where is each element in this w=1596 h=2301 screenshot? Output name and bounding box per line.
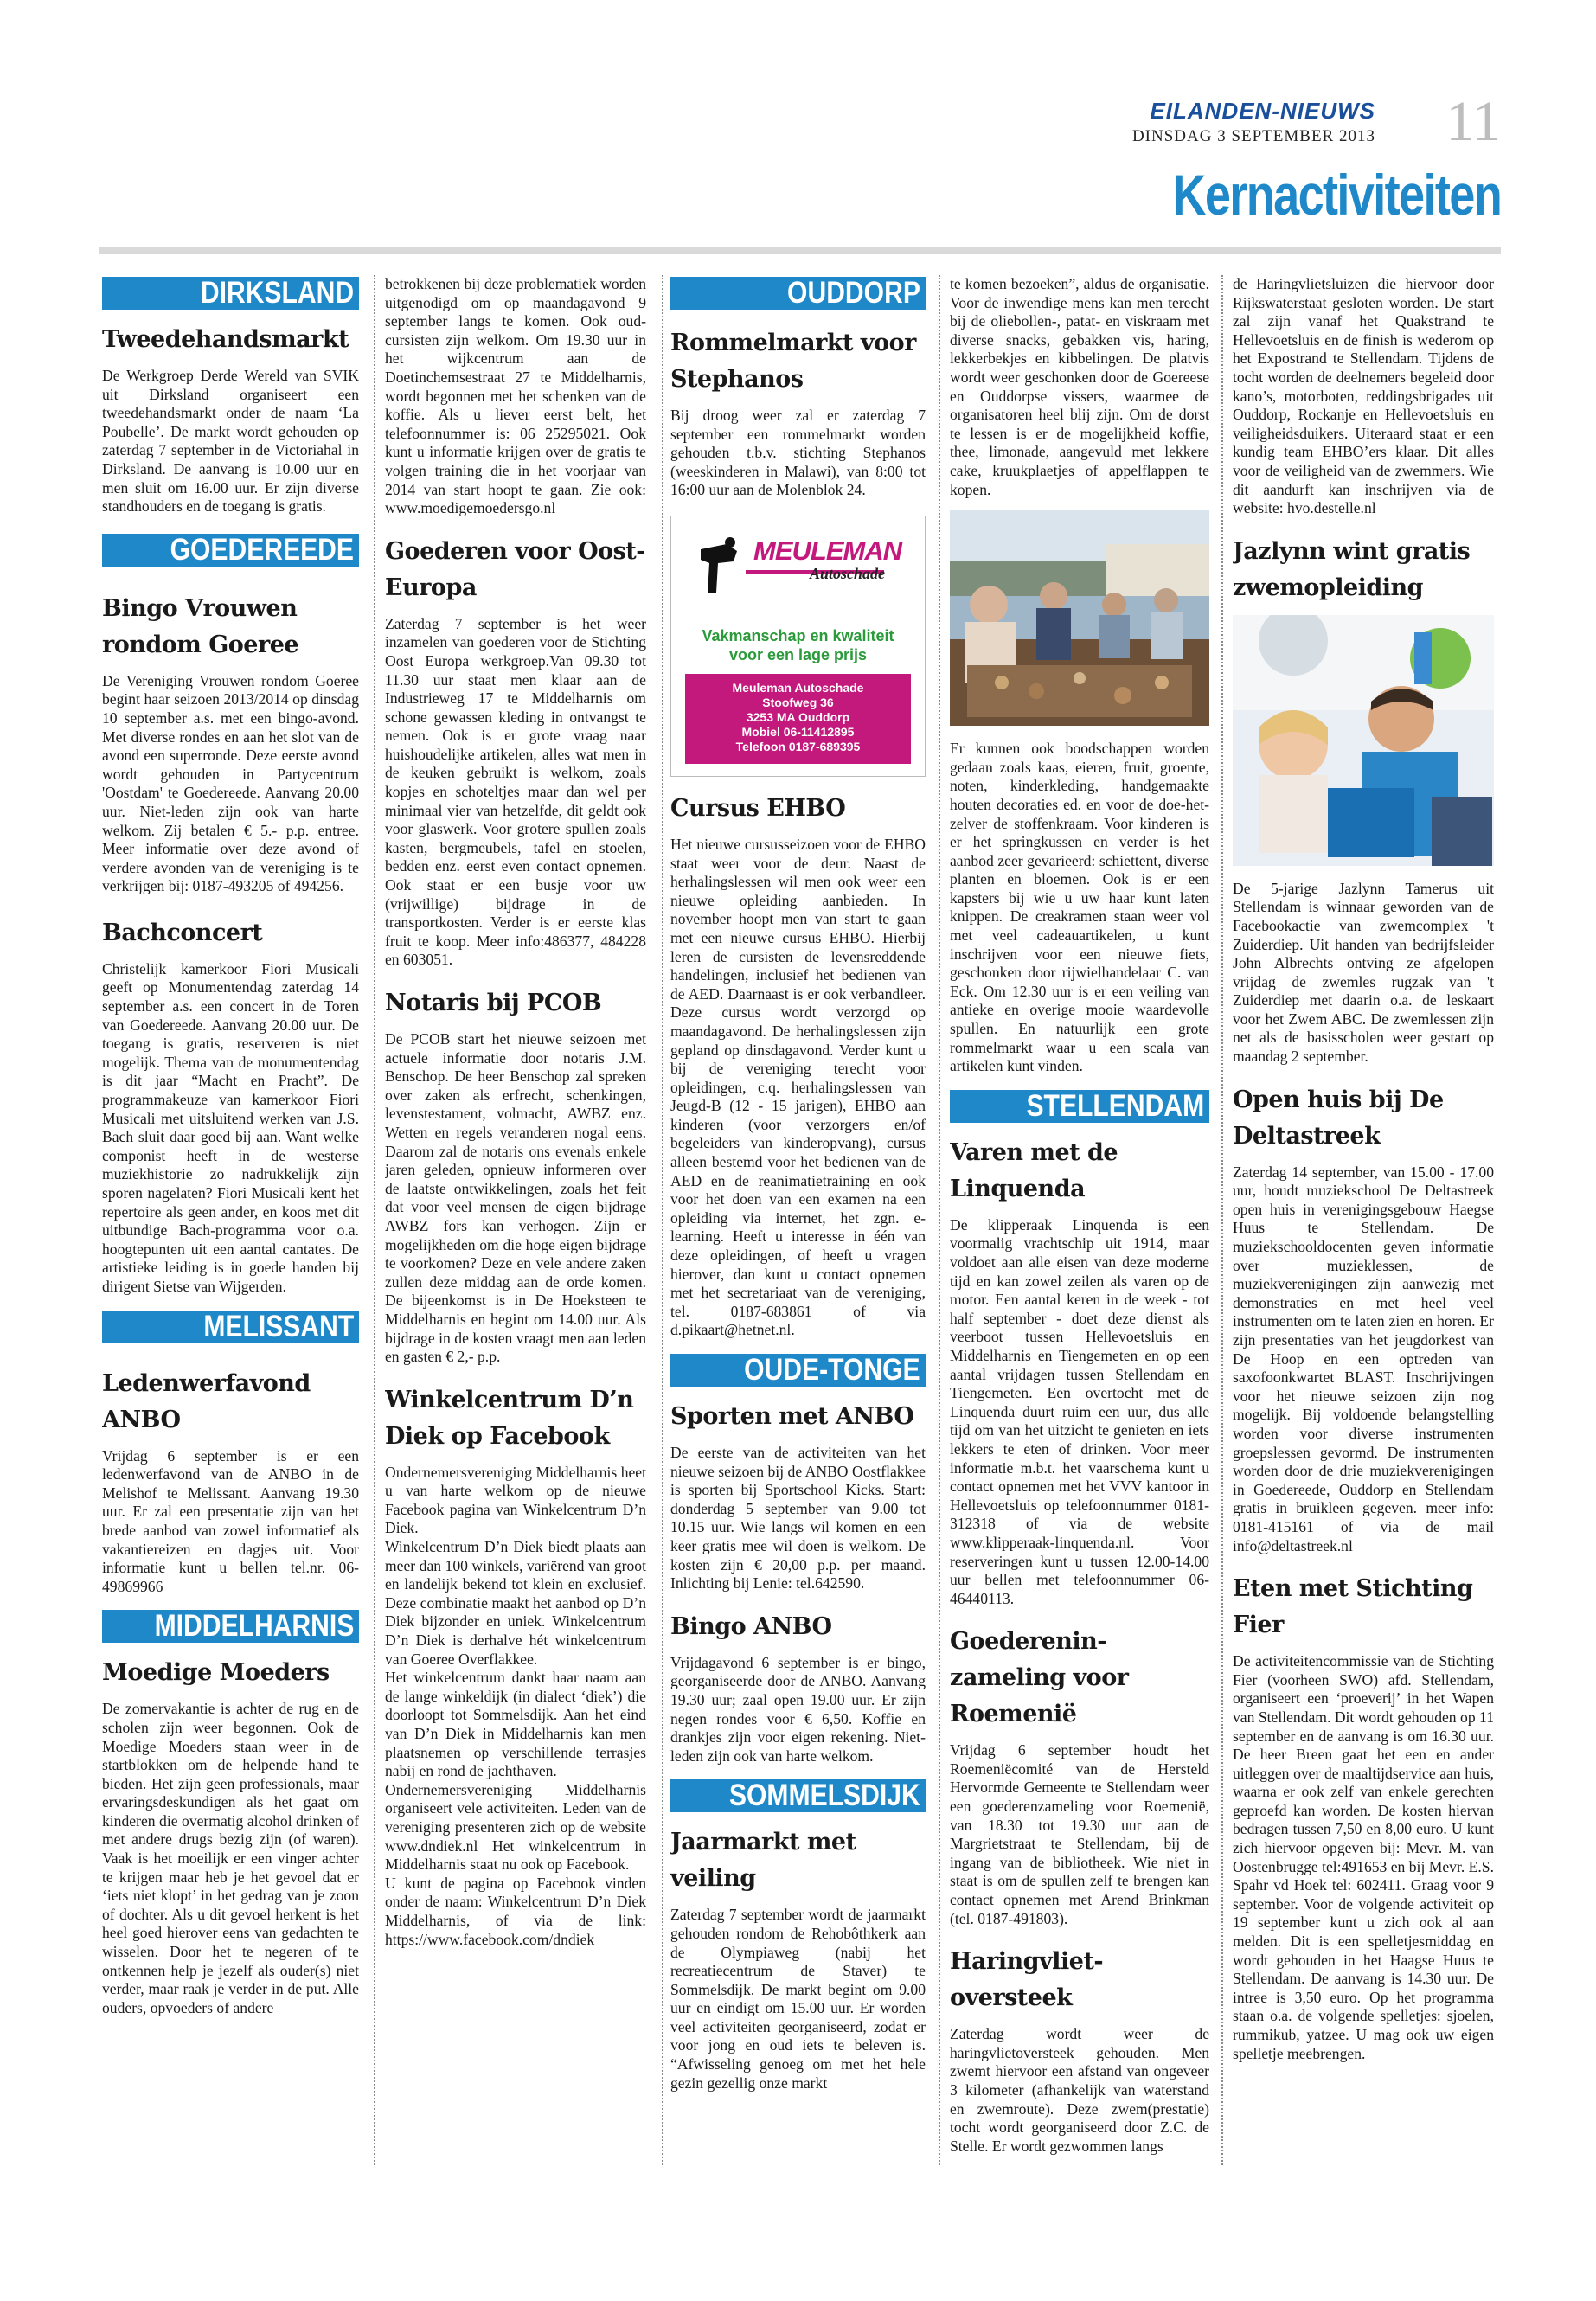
ad-contact-line: 3253 MA Ouddorp	[746, 709, 850, 724]
article-body: te komen bezoeken”, aldus de organisatie. Voor de inwendige mens kan men terecht bij de oliebollen-, patat- en viskraam met diverse snacks, gebakken vis, haring, lekkerbekjes en kibbelingen. De platvis wordt weer geschonken door de Goereese en Ouddorpse vissers, waarmee de organisatoren heel blij zijn. Om de dorst te lessen is er de mogelijkheid koffie, thee, limonade, aangevuld met lekkere cake, kruukplaetjes of appelflappen te kopen.	[950, 275, 1209, 498]
column-1	[102, 275, 359, 2167]
headline-haringvliet-oversteek: Haringvlietoversteek	[950, 1948, 1104, 2012]
ad-tagline: Vakmanschap en kwaliteit	[702, 626, 894, 644]
article-body: De PCOB start het nieuwe seizoen met actuele informatie door notaris J.M. Benschop. De heer Benschop zal spreken over zaken als erfrecht, schenkingen, levenstestament, volmacht, AWBZ enz. Wetten en regels veranderen nogal eens. Daarom zal de notaris ons evenals enkele jaren geleden, opnieuw informeren over de laatste ontwikkelingen, zoals het feit dat voor veel mensen de eigen bijdrage AWBZ fors kan verhogen. Zijn er mogelijkheden om die hoge eigen bijdrage te voorkomen? Deze en vele andere zaken zullen deze middag aan de orde komen. De bijeenkomst is in De Hoeksteen te Middelharnis en begint om 14.00 uur. Als bijdrage in de kosten vraagt men aan leden en gasten € 2,- p.p.	[385, 1030, 646, 1366]
market-photo	[950, 510, 1209, 726]
headline-sporten-anbo: Sporten met ANBO	[670, 1403, 914, 1430]
article-body: Vrijdagavond 6 september is er bingo, georganiseerde door de ANBO. Aanvang 19.30 uur; zaal open 19.00 uur. Er zijn negen rondes voor € 6,50. Koffie en drankjes zijn voor eigen rekening. Niet-leden zijn ook van harte welkom.	[670, 1653, 926, 1765]
place-banner-sommelsdijk: SOMMELSDIJK	[670, 1779, 926, 1812]
article-body: Zaterdag 14 september, van 15.00 - 17.00 uur, houdt muziekschool De Deltastreek open huis in verenigingsgebouw Haegse Huus te Stellendam. De muziekschooldocenten geven informatie over muzieklessen, de muziekverenigingen zijn aanwezig met demonstraties en met heel veel instrumenten om te laten zien en horen. Er zijn presentaties van het jeugdorkest van De Hoop en een optreden van saxofoonkwartet BLAST. Inschrijvingen voor het nieuwe seizoen zijn nog mogelijk. Bij voldoende belangstelling worden voor diverse instrumenten groepslessen gevormd. De instrumenten worden door de drie muziekverenigingen in Goedereede, Ouddorp en Stellendam gratis in bruikleen gegeven. meer info: 0181-415161 of via de mail info@deltastreek.nl	[1233, 1163, 1494, 1554]
ad-brand: MEULEMAN	[753, 535, 902, 566]
headline-goederen-oost-europa: Goederen voor Oost-Europa	[385, 537, 645, 601]
headline-open-huis-deltastreek: Open huis bij De Deltastreek	[1233, 1086, 1444, 1150]
article-body: U kunt de pagina op Facebook vinden onder de naam: Winkelcentrum D’n Diek Middelharnis, of via de link: https://www.facebook.com/dndiek	[385, 1874, 646, 1948]
child-and-man-image	[1233, 615, 1494, 866]
column-divider	[662, 275, 663, 2165]
newspaper-logo: EILANDEN-NIEUWS	[1150, 98, 1375, 124]
ad-contact-line: Meuleman Autoschade	[732, 680, 864, 695]
article-body: De Vereniging Vrouwen rondom Goeree begint haar seizoen 2013/2014 op dinsdag 10 september a.s. met een bingo-avond. Met diverse rondes en aan het slot van de avond een superronde. Deze eerste avond wordt gehouden in Partycentrum 'Oostdam' te Goedereede. Aanvang 20.00 uur. Niet-leden zijn ook van harte welkom. Zij betalen € 5.- p.p. entree. Meer informatie over deze avond of verdere avonden van de vereniging is te verkrijgen bij: 0187-493205 of 494256.	[102, 671, 359, 895]
place-banner-oude-tonge: OUDE-TONGE	[670, 1354, 926, 1387]
article-body: betrokkenen bij deze problematiek worden uitgenodigd om op maandagavond 9 september langs te komen. Ook oud-cursisten zijn welkom. Om 19.30 uur in het wijkcentrum aan de Doetinchemsestraat 27 te Middelharnis, wordt begonnen met het schenken van de koffie. Als u liever eerst belt, het telefoonnummer is: 06 25295021. Ook kunt u informatie krijgen over de gratis te volgen training die in het voorjaar van 2014 van start hoopt te gaan. Zie ook: www.moedigemoedersgo.nl	[385, 275, 646, 517]
article-body: Christelijk kamerkoor Fiori Musicali geeft op Monumentendag zaterdag 14 september a.s. een concert in de Toren van Goedereede. Aanvang 20.00 uur. De toegang is gratis, reserveren is niet mogelijk. Thema van de monumentendag is dit jaar “Macht en Pracht”. De programmakeuze van kamerkoor Fiori Musicali met uitsluitend werken van J.S. Bach sluit daar goed bij aan. Want welke componist heeft in de westerse muziekhistorie zo nadrukkelijk zijn sporen nagelaten? Fiori Musicali kent het repertoire als geen ander, en koos met dit uitbundige Bach-programma voor o.a. hoogtepunten uit een aantal cantates. De artistieke leiding is in goede handen bij dirigent Sietse van Wijgerden.	[102, 959, 359, 1295]
place-banner-dirksland: DIRKSLAND	[102, 277, 359, 310]
article-body: De klipperaak Linquenda is een voormalig vrachtschip uit 1914, maar voldoet aan alle eisen van deze moderne tijd en kan zowel zeilen als varen op de motor. Een aantal keren in de week - tot half september - doet deze dienst als veerboot tussen Hellevoetsluis en Middelharnis en Tiengemeten en op een aantal vrijdagen tussen Stellendam en Tiengemeten. Een overtocht met de Linquenda duurt ruim een uur, dus alle tijd om van het uitzicht te genieten en iets lekkers te eten of drinken. Voor meer informatie m.b.t. het vaarschema kunt u contact opnemen met het VVV kantoor in Hellevoetsluis op telefoonnummer 0181-312318 of via de website www.klipperaak-linquenda.nl. Voor reserveringen kunt u tussen 12.00-14.00 uur bellen met telefoonnummer 06-46440113.	[950, 1215, 1209, 1607]
headline-bachconcert: Bachconcert	[102, 919, 263, 946]
article-body: Winkelcentrum D’n Diek biedt plaats aan meer dan 100 winkels, variërend van groot en landelijk bekend tot klein en exclusief. Deze combinatie maakt het aanbod op D’n Diek bijzonder en uniek. Winkelcentrum D’n Diek is derhalve hét winkelcentrum van Goeree Overflakkee.	[385, 1538, 646, 1668]
headline-bingo-vrouwen: Bingo Vrouwen rondom Goeree	[102, 594, 299, 658]
jazlynn-photo	[1233, 615, 1494, 866]
column-divider	[939, 275, 940, 2165]
article-body: De Werkgroep Derde Wereld van SVIK uit Dirksland organiseert een tweedehandsmarkt onder de naam ‘La Poubelle’. De markt wordt gehouden op zaterdag 7 september in de Victoriahal in Dirksland. De aanvang is 10.00 uur en men sluit om 16.00 uur. Er zijn diverse standhouders en de toegang is gratis.	[102, 367, 359, 516]
article-body: De activiteitencommissie van de Stichting Fier (voorheen SWO) afd. Stellendam, organiseert een ‘proeverij’ in het Wapen van Stellendam. Dit wordt gehouden op 11 september en de aanvang is om 16.30 uur. De heer Breen gaat het een en ander uitleggen over de maaltijdservice aan huis, waarna er ook zelf van enkele gerechten geproefd kan worden. De kosten hiervan bedragen tussen 7,50 en 8,00 euro. U kunt zich hiervoor opgeven bij: Mevr. M. van Oostenbrugge tel:491653 en bij Mevr. E.S. Spahr vd Hoek tel: 602411. Graag voor 9 september. Voor de volgende activiteit op 19 september kunt u zich ook al aan melden. Dit is een spelletjesmiddag en wordt gehouden in het Haagse Huus te Stellendam. De aanvang is 14.30 uur. De intree is 3,50 euro. Op het programma staan o.a. de volgende spelletjes: sjoelen, rummikub, yatzee. U mag ook uw eigen spelletje meebrengen.	[1233, 1652, 1494, 2062]
article-body: De zomervakantie is achter de rug en de scholen zijn weer begonnen. Ook de Moedige Moeders staan weer in de startblokken om de helpende hand te bieden. Het zijn geen professionals, maar ervaringsdeskundigen als het gaat om kinderen die overmatig alcohol drinken of met andere drugs bezig zijn (of waren). Vaak is het moeilijk er een vinger achter te krijgen maar heb je het gevoel dat er ‘iets niet klopt’ in het gedrag van je zoon of dochter. Als u dit gevoel herkent is het heel goed hierover eens van gedachten te wisselen. Door het te negeren of te ontkennen help je jezelf als ouder(s) niet verder, maar raak je verder in de put. Alle ouders, opvoeders of andere	[102, 1700, 359, 2016]
page-number: 11	[1445, 90, 1501, 153]
section-title: Kernactiviteiten	[1172, 163, 1501, 227]
headline-ledenwerfavond: Ledenwerfavond ANBO	[102, 1369, 311, 1433]
article-body: Het winkelcentrum dankt haar naam aan de lange winkeldijk (in dialect ‘diek’) die doorloopt tot Sommelsdijk. Aan het eind van D’n Diek in Middelharnis kan men plaatsnemen op verschillende terrasjes nabij en rond de jachthaven.	[385, 1669, 646, 1780]
column-5	[1233, 275, 1494, 2167]
article-body: de Haringvlietsluizen die hiervoor door Rijkswaterstaat gesloten worden. De start zal zijn vanaf het Quakstrand te Hellevoetsluis en de finish is wederom op het Expostrand te Stellendam. Tijdens de tocht worden de deelnemers begeleid door kano’s, motorboten, reddingsbrigades uit Ouddorp, Rockanje en Hellevoetsluis en veiligheidsduikers. Uiteraard staat er een kundig team EHBO’ers klaar. Dit alles voor de veiligheid van de zwemmers. Wie dit aandurft kan inschrijven via de website: hvo.destelle.nl	[1233, 275, 1494, 517]
column-3	[670, 275, 926, 2167]
ad-contact-line: Stoofweg 36	[762, 695, 834, 709]
advertisement-meuleman	[670, 516, 926, 777]
ad-contact-line: Telefoon 0187-689395	[735, 739, 861, 753]
place-banner-melissant: MELISSANT	[102, 1311, 359, 1343]
headline-moedige-moeders: Moedige Moeders	[102, 1659, 330, 1687]
ad-tagline: voor een lage prijs	[728, 645, 868, 663]
headline-jaarmarkt-veiling: Jaarmarkt met veiling	[670, 1829, 856, 1893]
article-body: De eerste van de activiteiten van het nieuwe seizoen bij de ANBO Oostflakkee is sporten bij Sportschool Kicks. Start: donderdag 5 september van 9.00 tot 10.15 uur. Wie langs wil komen en een keer gratis mee wil doen is welkom. De kosten zijn € 20,00 p.p. per maand. Inlichting bij Lenie: tel.642590.	[670, 1444, 926, 1593]
headline-bingo-anbo: Bingo ANBO	[670, 1612, 832, 1640]
column-divider	[1221, 275, 1223, 2165]
market-stall-image	[950, 510, 1209, 726]
article-body: Zaterdag 7 september is het weer inzamelen van goederen voor de Stichting Oost Europa werkgroep.Van 09.30 tot 11.30 uur staat men klaar aan de Industrieweg 17 te Middelharnis om schone gewassen kleding in ontvangst te nemen. Ook is er grote vraag naar huishoudelijke artikelen, alles wat men in de keuken gebruikt is welkom, zoals kopjes en schoteltjes maar dan wel per minimaal vier van hetzelfde, dit geldt ook voor glaswerk. Voor grotere spullen zoals kasten, bergmeubels, tafel en stoelen, bedden enz. eerst even contact opnemen. Ook staat er een busje voor uw (vrijwillige) bijdrage in de transportkosten. Verder is er eerste klas fruit te koop. Meer info:486377, 484228 en 603051.	[385, 614, 646, 969]
headline-tweedehandsmarkt: Tweedehandsmarkt	[102, 326, 349, 353]
article-body: Bij droog weer zal er zaterdag 7 september een rommelmarkt worden gehouden t.b.v. stichting Stephanos (weeskinderen in Malawi), van 8:00 tot 16:00 uur aan de Molenblok 24.	[670, 407, 926, 499]
column-4	[950, 275, 1209, 2167]
article-body: Er kunnen ook boodschappen worden gedaan zoals kaas, eieren, fruit, groente, noten, kinderkleding, handgemaakte houten decoraties ed. en voor de doe-het-zelver de stoffenkraam. Voor kinderen is er het springkussen en verder is het aanbod zeer gevarieerd: schiettent, diverse planten en bloemen. Ook is er een kapsters bij wie u uw haar kunt laten knippen. De creakramen staan weer vol met veel cadeauartikelen, u kunt inschrijven voor een nieuwe fiets, geschonken door rijwielhandelaar C. van Eck. Om 12.30 uur is er een veiling van antieke en overige mooie waardevolle spullen. En natuurlijk een grote rommelmarkt waar u een scala van artikelen kunt vinden.	[950, 740, 1209, 1075]
column-divider	[374, 275, 375, 2165]
ad-contact-box	[685, 674, 911, 764]
headline-cursus-ehbo: Cursus EHBO	[670, 794, 846, 822]
issue-date: DINSDAG 3 SEPTEMBER 2013	[1131, 127, 1375, 145]
headline-notaris-pcob: Notaris bij PCOB	[385, 990, 602, 1016]
article-body: Vrijdag 6 september is er een ledenwerfavond van de ANBO in de Melishof te Melissant. Aanvang 19.30 uur. Er zal een presentatie zijn van het brede aanbod van zowel informatief als vakantiereizen en dagjes uit. Voor informatie kunt u bellen tel.nr. 06-49869966	[102, 1446, 359, 1595]
header-divider	[99, 247, 1501, 254]
place-banner-middelharnis: MIDDELHARNIS	[102, 1610, 359, 1643]
article-body: Vrijdag 6 september houdt het Roemeniëcomité van de Hersteld Hervormde Gemeente te Stellendam weer een goederenzameling voor Roemenië, van 18.30 tot 19.30 uur aan de Margrietstraat te Stellendam, bij de ingang van de bibliotheek. Wie niet in staat is om de spullen zelf te brengen kan contact opnemen met Arend Brinkman (tel. 0187-491803).	[950, 1741, 1209, 1927]
article-body: Het nieuwe cursusseizoen voor de EHBO staat weer voor de deur. Naast de herhalingslessen wil men ook weer een nieuwe opleiding aanbieden. In november hoopt men van start te gaan met een nieuwe cursus EHBO. Hierbij leren de cursisten de levensreddende handelingen, inclusief het bedienen van de AED. Daarnaast is er ook verbandleer. Deze cursus wordt verzorgd op maandagavond. De herhalingslessen zijn gepland op dinsdagavond. Verder kunt u bij de vereniging terecht voor opleidingen, c.q. herhalingslessen van Jeugd-B (12 - 15 jarigen), EHBO aan kinderen (voor verzorgers en/of begeleiders van kinderopvang), cursus alleen bestemd voor het bedienen van de AED en de reanimatietraining en ook voor het doen van een examen na een opleiding via internet, het zgn. e-learning. Heeft u interesse in één van deze opleidingen, of heeft u vragen hierover, dan kunt u contact opnemen met het secretariaat van de vereniging, tel. 0187-683861 of via d.pikaart@hetnet.nl.	[670, 835, 926, 1339]
headline-varen-linquenda: Varen met de Linquenda	[950, 1138, 1118, 1202]
ad-contact-line: Mobiel 06-11412895	[741, 724, 855, 739]
place-banner-goedereede: GOEDEREEDE	[102, 534, 359, 567]
article-body: Ondernemersvereniging Middelharnis heet u van harte welkom op de nieuwe Facebook pagina van Winkelcentrum D’n Diek.	[385, 1463, 646, 1537]
place-banner-ouddorp: OUDDORP	[670, 277, 926, 310]
article-body: De 5-jarige Jazlynn Tamerus uit Stellendam is winnaar geworden van de Facebookactie van zwemcomplex 't Zuiderdiep. Uit handen van bedrijfsleider John Albrechts ontving ze afgelopen vrijdag de zwemles rugzak van 't Zuiderdiep met daarin o.a. de leskaart voor het Zwem ABC. De zwemlessen zijn net als de basisscholen weer gestart op maandag 2 september.	[1233, 879, 1494, 1066]
article-body: Ondernemersvereniging Middelharnis organiseert vele activiteiten. Leden van de vereniging presenteren zich op de website www.dndiek.nl Het winkelcentrum in Middelharnis staat nu ook op Facebook.	[385, 1780, 646, 1874]
ad-subtitle: Autoschade	[810, 564, 886, 582]
article-body: Zaterdag wordt weer de haringvlietoversteek gehouden. Men zwemt hiervoor een afstand van ongeveer 3 kilometer (afhankelijk van waterstand en zwemroute). Deze zwem(prestatie) tocht wordt georganiseerd door Z.C. de Stelle. Er wordt gezwommen langs	[950, 2025, 1209, 2155]
headline-winkelcentrum-facebook: Winkelcentrum D’n Diek op Facebook	[385, 1386, 634, 1450]
article-body: Zaterdag 7 september wordt de jaarmarkt gehouden rondom de Rehobôthkerk aan de Olympiaweg (nabij het recreatiecentrum de Staver) te Sommelsdijk. De markt begint om 9.00 uur en eindigt om 15.00 uur. Er worden veel activiteiten georganiseerd, zodat er voor jong en oud iets te beleven is. “Afwisseling genoeg om met het hele gezin gezellig onze markt	[670, 1906, 926, 2092]
headline-jazlynn-zwemopleiding: Jazlynn wint gratis zwemopleiding	[1233, 537, 1471, 601]
headline-rommelmarkt-stephanos: Rommelmarkt voor Stephanos	[670, 330, 916, 393]
masthead	[99, 82, 1501, 255]
place-banner-stellendam: STELLENDAM	[950, 1090, 1209, 1123]
headline-eten-stichting-fier: Eten met Stichting Fier	[1233, 1575, 1473, 1639]
column-2	[385, 275, 646, 2167]
headline-goederen-roemenie: Goedereninzameling voor Roemenië	[950, 1628, 1129, 1728]
